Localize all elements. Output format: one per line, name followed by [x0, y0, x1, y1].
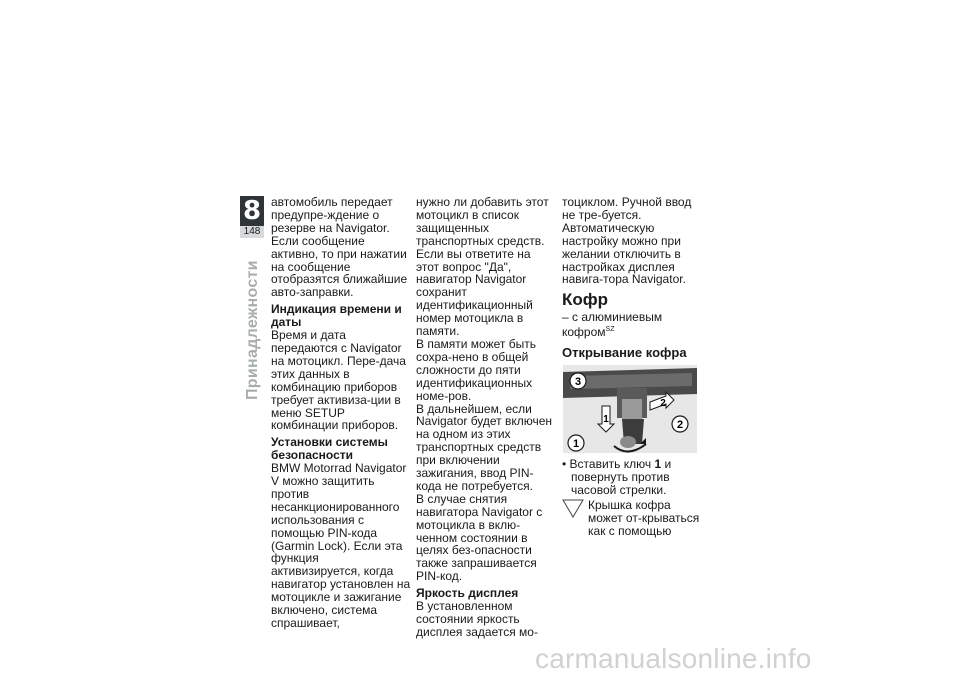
- figure-callout: 1: [572, 438, 580, 451]
- figure-callout: 1: [603, 414, 609, 426]
- chapter-heading: Кофр: [562, 290, 609, 310]
- section-heading: Открывание кофра: [562, 345, 687, 361]
- key-callout: 1: [654, 457, 662, 472]
- section-heading: Яркость дисплея: [416, 586, 519, 601]
- paragraph: Время и дата передаются с Navigator на мотоцикл. Пере-дача этих данных в комбинацию приборов требует активиза-ции в меню SETUP комбинации приборов.: [271, 328, 406, 433]
- paragraph: автомобиль передает предупре-ждение о резерве на Navigator. Если сообщение активно, то при нажатии на сообщение отобразятся ближайшие авто-заправки.: [271, 195, 408, 300]
- note-triangle-icon: [562, 499, 584, 519]
- paragraph: В памяти может быть сохра-нено в общей сложности до пяти идентификационных номе-ров.: [416, 336, 536, 403]
- step-text: • Вставить ключ: [562, 457, 652, 472]
- paragraph: BMW Motorrad Navigator V можно защитить против несанкционированного использования с помощью PIN-кода (Garmin Lock). Если эта функция активизируется, когда навигатор установлен на мотоцикле и зажигание включено, система спрашивает,: [271, 461, 411, 630]
- paragraph: В дальнейшем, если Navigator будет включен на одном из этих транспортных средств при включении зажигания, ввод PIN-кода не потребуется.: [416, 401, 553, 493]
- page-number: 148: [240, 226, 264, 238]
- watermark: carmanualsonline.info: [535, 643, 812, 674]
- paragraph: В установленном состоянии яркость дисплея задается мо-: [416, 599, 538, 639]
- equipment-code: SZ: [605, 326, 615, 334]
- step-text: и повернуть против часовой стрелки.: [571, 457, 672, 497]
- paragraph: нужно ли добавить этот мотоцикл в список защищенных транспортных средств. Если вы ответите на этот вопрос "Да", навигатор Navigator сохранит идентификационный номер мотоцикла в памяти.: [416, 195, 549, 339]
- paragraph: Автоматическую настройку можно при желании отключить в настройках дисплея навига-тора Navigator.: [562, 220, 686, 287]
- chapter-side-title: Принадлежности: [244, 260, 261, 400]
- paragraph: В случае снятия навигатора Navigator с мотоцикла в вклю-ченном состоянии в целях без-опасности также запрашивается PIN-код.: [416, 491, 543, 584]
- figure-callout: 2: [660, 398, 666, 410]
- figure-callout: 2: [676, 419, 684, 432]
- instruction-step: [562, 458, 702, 497]
- equipment-label: – с алюминиевым кофром: [562, 310, 663, 340]
- section-heading: Индикация времени и даты: [271, 302, 402, 330]
- case-opening-figure: [562, 364, 698, 454]
- text-column-1: [271, 196, 411, 630]
- text-column-2: [416, 196, 556, 639]
- paragraph: тоциклом. Ручной ввод не тре-буется.: [562, 195, 692, 222]
- note-block: [562, 499, 702, 538]
- section-heading: Установки системы безопасности: [271, 435, 388, 463]
- text-column-3: [562, 196, 702, 538]
- chapter-number: 8: [240, 196, 264, 226]
- equipment-item: [562, 311, 702, 339]
- note-text: Крышка кофра может от-крываться как с помощью: [588, 497, 700, 538]
- figure-callout: 3: [574, 376, 582, 389]
